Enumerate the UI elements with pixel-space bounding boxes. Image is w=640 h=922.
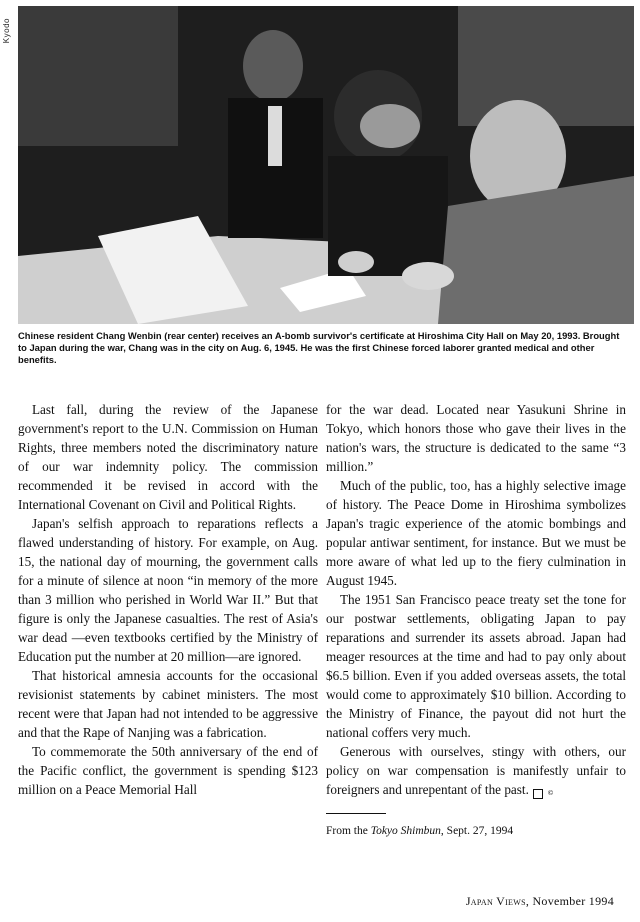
page-footer	[466, 894, 614, 909]
article-paragraph-continued: for the war dead. Located near Yasukuni Shrine in Tokyo, which honors those who gave their lives in the nation's wars, the structure is dedicated to the same “3 million.”	[326, 402, 626, 474]
article-column-left	[18, 400, 318, 799]
end-mark-icon: ©	[533, 789, 543, 799]
article-paragraph: The 1951 San Francisco peace treaty set the tone for our postwar settlements, obligating Japan to pay reparations and surrender its assets abroad. Japan had meager resources at the time and had to pay only about $6.5 billion. Even if you added overseas assets, the total would come to approximately $10 billion. According to the Ministry of Finance, the payout did not hurt the national coffers very much.	[326, 592, 626, 740]
footer-issue: , November 1994	[525, 894, 614, 908]
footer-magazine: Japan Views	[465, 894, 526, 908]
photo-caption: Chinese resident Chang Wenbin (rear center) receives an A-bomb survivor's certificate at Hiroshima City Hall on May 20, 1993. Brought to Japan during the war, Chang was in the city on Aug. 6, 1945. He was the first Chinese forced laborer granted medical and other benefits.	[18, 330, 620, 365]
news-photo	[18, 6, 634, 324]
source-divider	[326, 813, 386, 814]
article-paragraph-final	[326, 742, 626, 799]
article-paragraph: Much of the public, too, has a highly selective image of history. The Peace Dome in Hiroshima symbolizes Japan's tragic experience of the atomic bombings and popular antiwar sentiment, for instance. But we must be more aware of what led up to the fiery culmination in August 1945.	[326, 478, 626, 588]
source-date: , Sept. 27, 1994	[440, 825, 514, 837]
article-closing-text: Generous with ourselves, stingy with others, our policy on war compensation is manifestly unfair to foreigners and unrepentant of the past.	[326, 744, 626, 797]
article-column-right	[326, 400, 626, 838]
source-publication: Tokyo Shimbun	[370, 825, 441, 837]
source-line	[326, 824, 626, 838]
article-paragraph: Last fall, during the review of the Japanese government's report to the U.N. Commission on Human Rights, three members noted the discriminatory nature of our war indemnity policy. The commission recommended it be revised in accord with the International Covenant on Civil and Political Rights.	[18, 402, 318, 512]
photo-credit: Kyodo	[2, 18, 11, 44]
article-paragraph: To commemorate the 50th anniversary of the end of the Pacific conflict, the government is spending $123 million on a Peace Memorial Hall	[18, 744, 318, 797]
source-prefix: From the	[326, 825, 371, 837]
article-paragraph: Japan's selfish approach to reparations reflects a flawed understanding of history. For example, on Aug. 15, the national day of mourning, the government calls for a minute of silence at noon “in memory of the more than 3 million who perished in World War II.” But that figure is only the Japanese casualties. The rest of Asia's war dead —even textbooks certified by the Ministry of Education put the number at 20 million—are ignored.	[18, 516, 318, 664]
article-paragraph: That historical amnesia accounts for the occasional revisionist statements by cabinet ministers. The most recent were that Japan had not intended to be aggressive and that the Rape of Nanjing was a fabrication.	[18, 668, 318, 740]
photo-scene	[18, 6, 634, 324]
